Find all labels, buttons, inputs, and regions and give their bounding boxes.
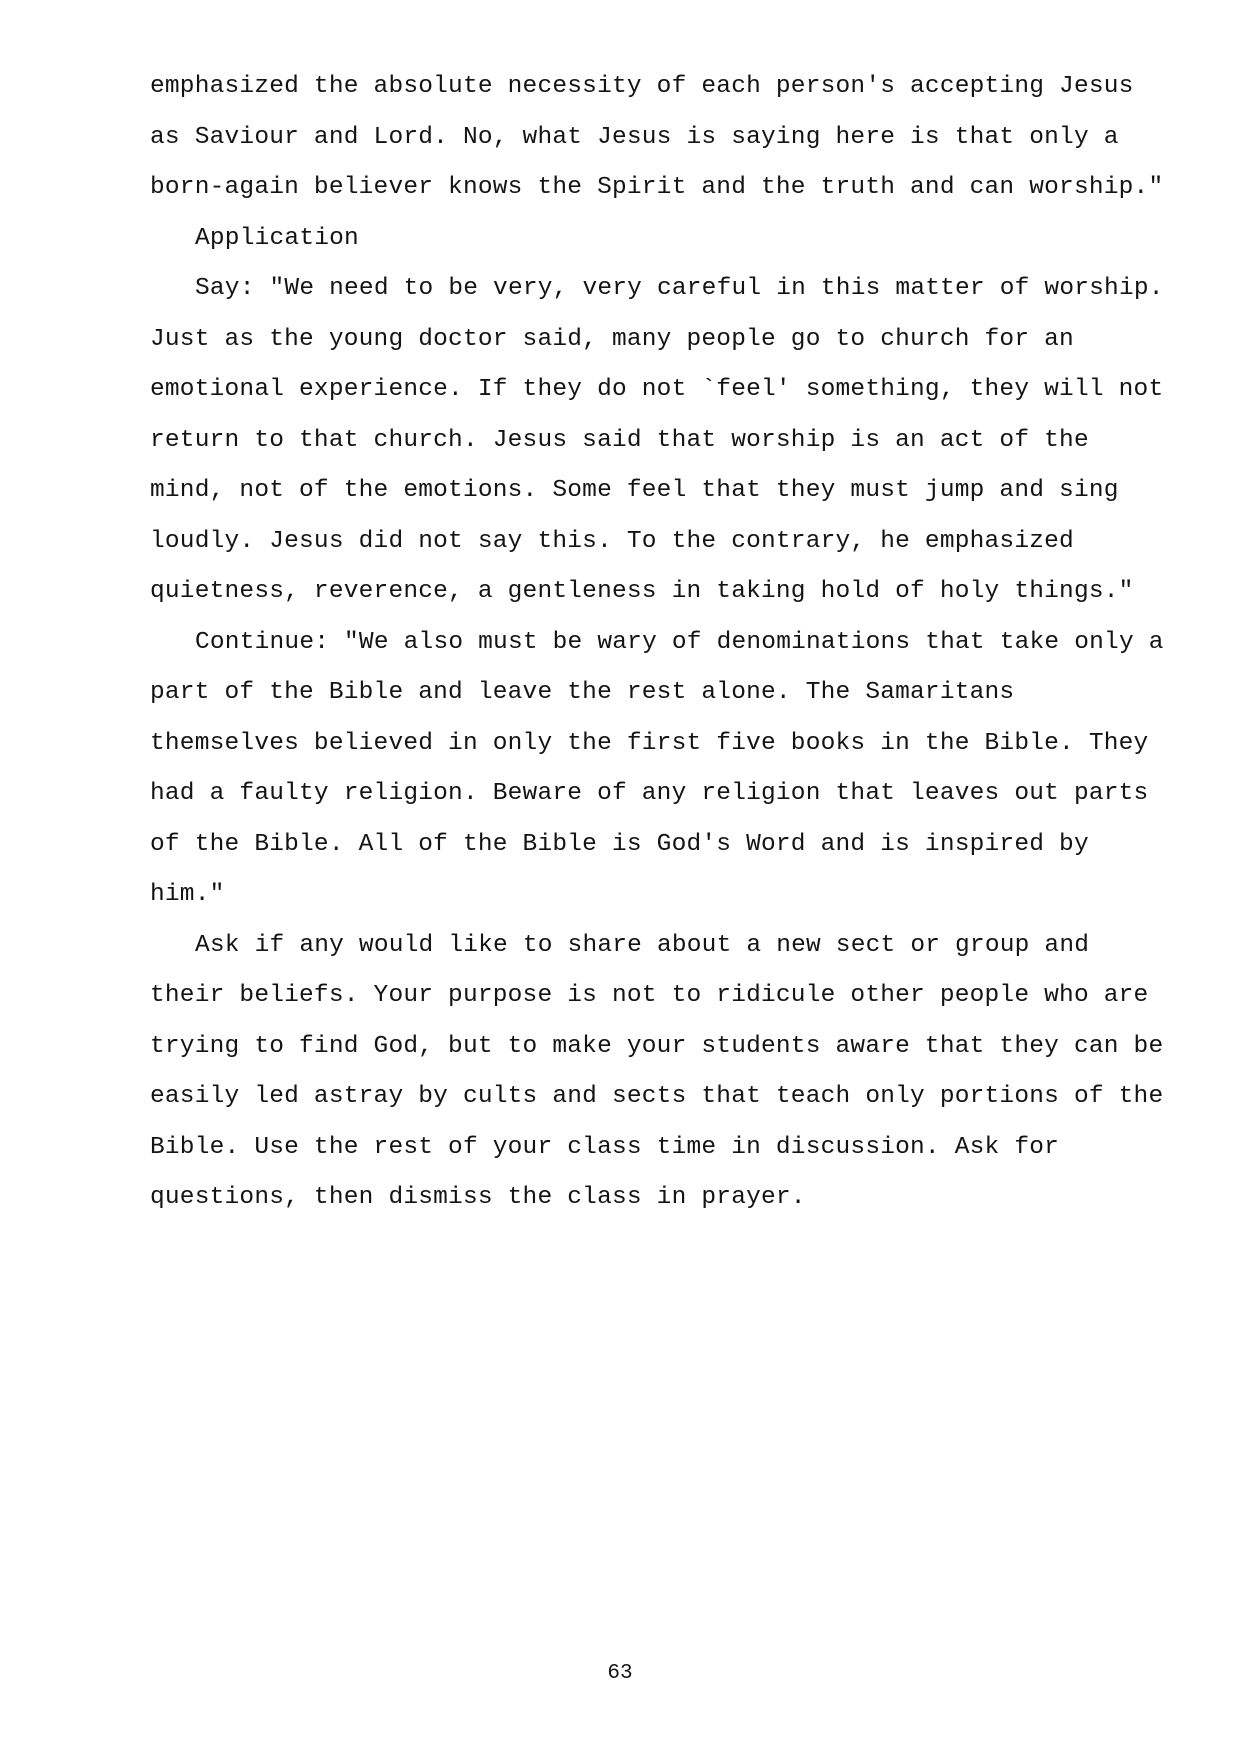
text-line: born-again believer knows the Spirit and the truth and can worship." xyxy=(150,174,1164,201)
text-line: Ask if any would like to share about a new sect or group and xyxy=(195,931,1090,959)
text-line: him." xyxy=(150,881,225,908)
text-line: return to that church. Jesus said that worship is an act of the xyxy=(150,426,1089,454)
text-line: Just as the young doctor said, many people go to church for an xyxy=(150,325,1074,353)
text-line: loudly. Jesus did not say this. To the contrary, he emphasized xyxy=(150,527,1074,555)
text-line: quietness, reverence, a gentleness in taking hold of holy things." xyxy=(150,578,1134,605)
text-line: part of the Bible and leave the rest alone. The Samaritans xyxy=(150,679,1015,706)
page-number: 63 xyxy=(607,1662,633,1685)
body-text xyxy=(150,62,1180,1224)
text-line: Say: "We need to be very, very careful in this matter of worship. xyxy=(195,275,1164,302)
text-line: their beliefs. Your purpose is not to ridicule other people who are xyxy=(150,982,1149,1009)
text-line: Continue: "We also must be wary of denominations that take only a xyxy=(195,628,1164,656)
text-line: emphasized the absolute necessity of each person's accepting Jesus xyxy=(150,73,1134,100)
text-line: themselves believed in only the first five books in the Bible. They xyxy=(150,729,1149,757)
text-line: questions, then dismiss the class in prayer. xyxy=(150,1184,806,1211)
text-line: of the Bible. All of the Bible is God's Word and is inspired by xyxy=(150,830,1089,858)
text-line: as Saviour and Lord. No, what Jesus is saying here is that only a xyxy=(150,123,1119,151)
text-line: easily led astray by cults and sects that teach only portions of the xyxy=(150,1083,1164,1110)
section-heading-application: Application xyxy=(195,224,359,252)
text-line: had a faulty religion. Beware of any religion that leaves out parts xyxy=(150,780,1149,807)
text-line: mind, not of the emotions. Some feel that they must jump and sing xyxy=(150,477,1119,504)
text-line: Bible. Use the rest of your class time in discussion. Ask for xyxy=(150,1133,1060,1161)
text-line: emotional experience. If they do not `feel' something, they will not xyxy=(150,376,1164,403)
text-line: trying to find God, but to make your students aware that they can be xyxy=(150,1032,1164,1060)
